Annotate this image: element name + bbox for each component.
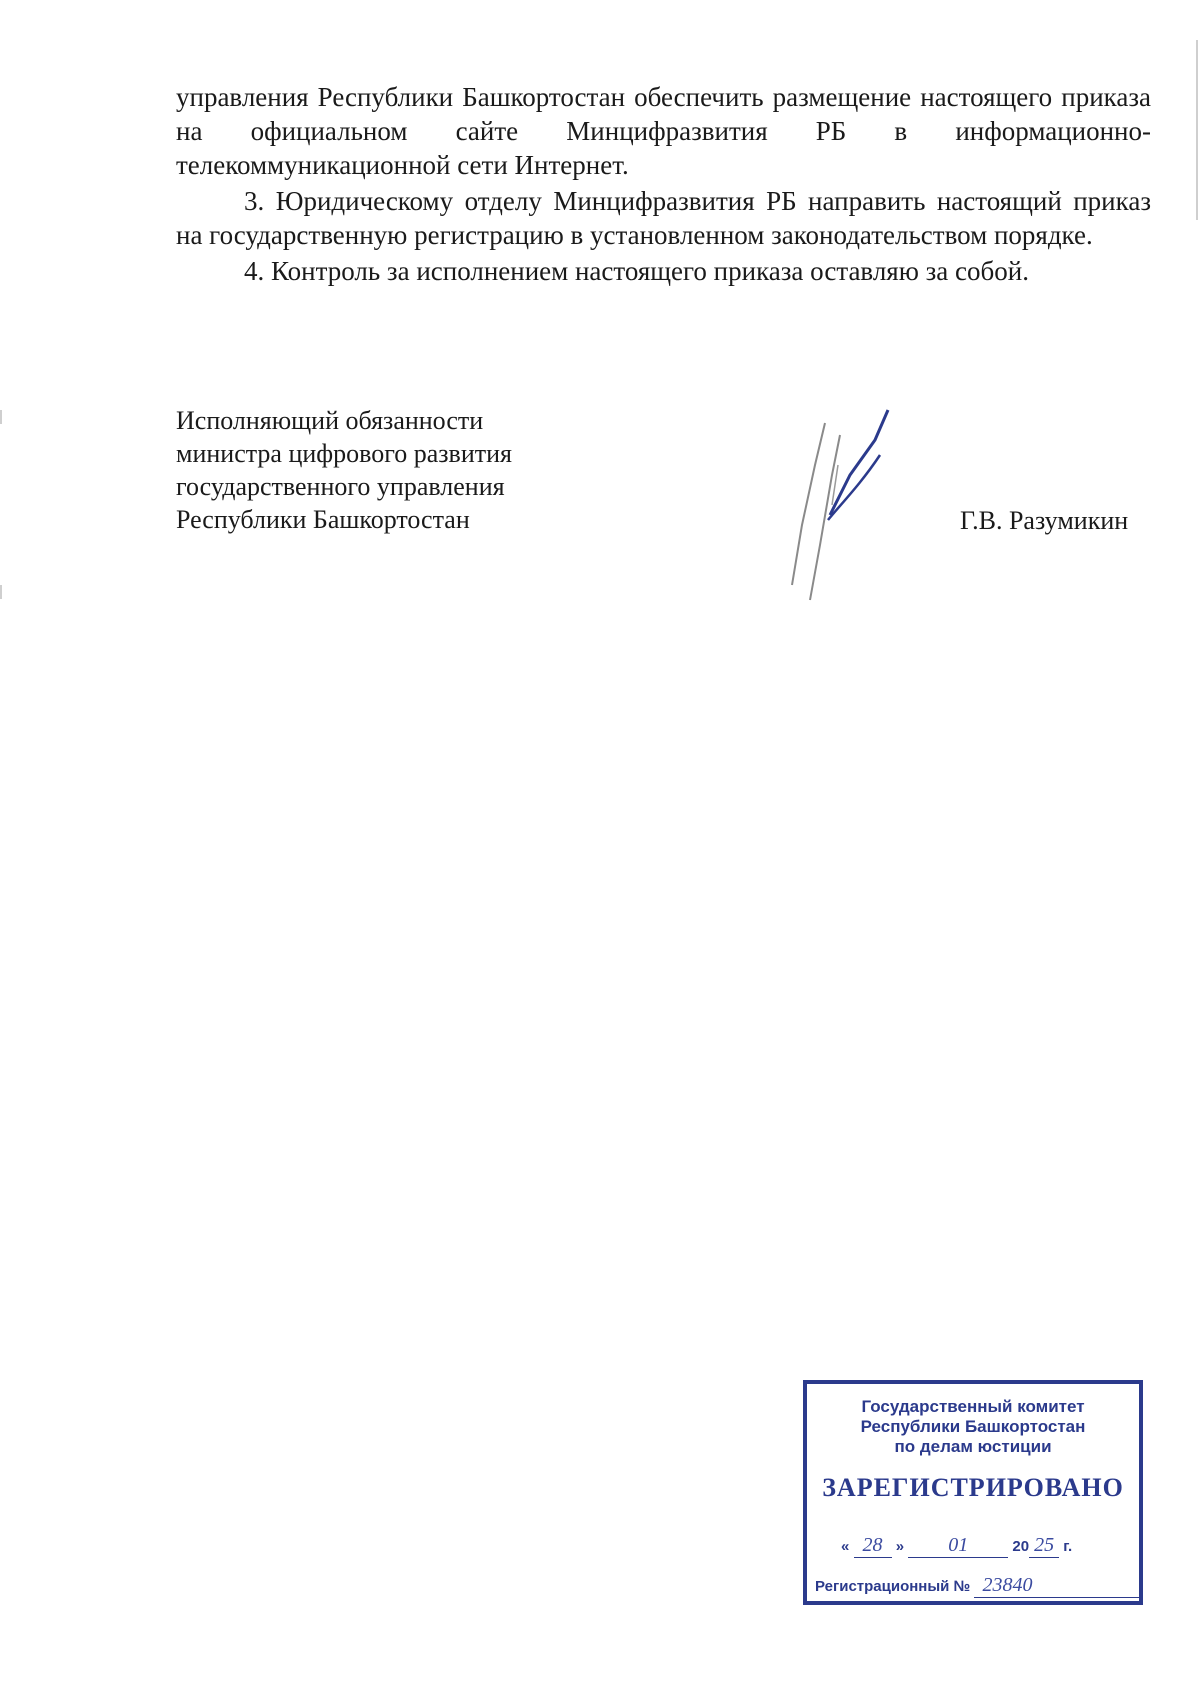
signer-position-line: министра цифрового развития (176, 439, 512, 468)
date-day: 28 (854, 1534, 892, 1558)
registration-stamp (803, 1380, 1143, 1605)
signer-position-line: Республики Башкортостан (176, 505, 470, 534)
reg-number: 23840 (974, 1574, 1142, 1598)
stamp-org-line: Республики Башкортостан (860, 1417, 1086, 1436)
scan-edge-mark (1196, 40, 1198, 220)
stamp-organization (807, 1397, 1139, 1457)
stamp-registration-number (815, 1574, 1137, 1598)
date-month: 01 (908, 1534, 1008, 1558)
paragraph-3: 3. Юридическому отделу Минцифразвития РБ направить настоящий приказ на государственную регистрацию в установленном законодательством порядке. (176, 186, 1151, 250)
stamp-org-line: Государственный комитет (861, 1397, 1085, 1416)
body-text (176, 80, 1151, 288)
date-close-quote: » (895, 1538, 905, 1555)
signer-position-line: государственного управления (176, 472, 505, 501)
paragraph-2-continuation: управления Республики Башкортостан обеспечить размещение настоящего приказа на официальном сайте Минцифразвития РБ в информационно-телекоммуникационной сети Интернет. (176, 82, 1151, 180)
scan-edge-mark (0, 410, 2, 424)
date-suffix: г. (1063, 1538, 1073, 1555)
paragraph-4: 4. Контроль за исполнением настоящего приказа оставляю за собой. (244, 256, 1029, 286)
reg-label: Регистрационный № (815, 1578, 971, 1595)
date-open-quote: « (841, 1538, 850, 1555)
scan-edge-mark (0, 585, 2, 599)
signer-position (176, 404, 512, 536)
stamp-date (841, 1534, 1131, 1558)
date-year-prefix: 20 (1012, 1538, 1030, 1555)
signer-name: Г.В. Разумикин (960, 506, 1129, 535)
handwritten-signature (780, 405, 910, 605)
stamp-org-line: по делам юстиции (894, 1437, 1052, 1456)
signer-position-line: Исполняющий обязанности (176, 406, 484, 435)
date-year: 25 (1029, 1534, 1059, 1558)
stamp-title: ЗАРЕГИСТРИРОВАНО (822, 1473, 1124, 1502)
